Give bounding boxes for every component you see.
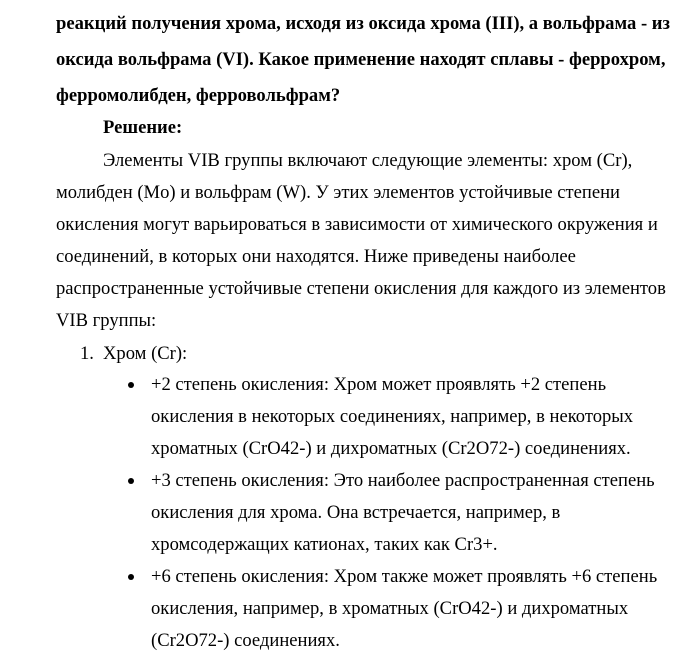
bullet-icon xyxy=(128,574,134,580)
question-line-1: реакций получения хрома, исходя из оксида хрома (III), а вольфрама - из xyxy=(56,13,670,34)
list-item-title: Хром (Cr): xyxy=(103,343,188,364)
intro-line-3: окисления могут варьироваться в зависимости от химического окружения и xyxy=(56,214,658,235)
intro-line-6: VIB группы: xyxy=(56,310,157,331)
bullet-1-line-1: +2 степень окисления: Хром может проявлять +2 степень xyxy=(151,374,607,395)
bullet-3-line-1: +6 степень окисления: Хром также может проявлять +6 степень xyxy=(151,566,658,587)
bullet-3-line-3: (Cr2O72-) соединениях. xyxy=(151,630,340,651)
bullet-2-line-3: хромсодержащих катионах, таких как Cr3+. xyxy=(151,534,498,555)
question-line-2: оксида вольфрама (VI). Какое применение находят сплавы - феррохром, xyxy=(56,49,666,70)
question-line-3: ферромолибден, ферровольфрам? xyxy=(56,85,341,106)
bullet-icon xyxy=(128,382,134,388)
intro-line-2: молибден (Mo) и вольфрам (W). У этих элементов устойчивые степени xyxy=(56,182,620,203)
bullet-1-line-2: окисления в некоторых соединениях, например, в некоторых xyxy=(151,406,634,427)
solution-heading: Решение: xyxy=(103,117,183,138)
bullet-3-line-2: окисления, например, в хроматных (CrO42-) и дихроматных xyxy=(151,598,629,619)
intro-line-5: распространенные устойчивые степени окисления для каждого из элементов xyxy=(56,278,666,299)
bullet-icon xyxy=(128,478,134,484)
bullet-1-line-3: хроматных (CrO42-) и дихроматных (Cr2O72-) соединениях. xyxy=(151,438,631,459)
list-item-number: 1. xyxy=(80,343,94,364)
bullet-2-line-1: +3 степень окисления: Это наиболее распространенная степень xyxy=(151,470,655,491)
bullet-2-line-2: окисления для хрома. Она встречается, например, в xyxy=(151,502,561,523)
intro-line-1: Элементы VIB группы включают следующие элементы: хром (Cr), xyxy=(103,150,633,171)
intro-line-4: соединений, в которых они находятся. Ниже приведены наиболее xyxy=(56,246,576,267)
